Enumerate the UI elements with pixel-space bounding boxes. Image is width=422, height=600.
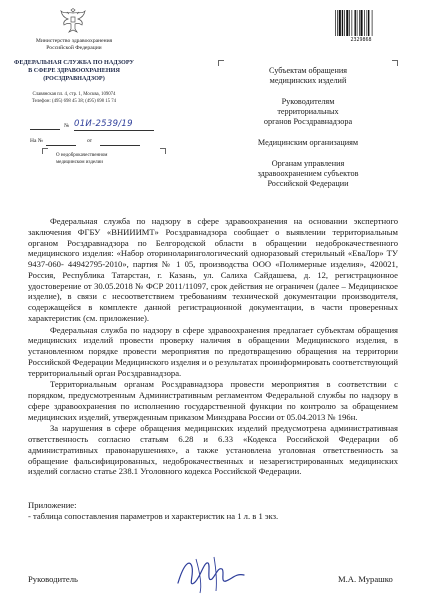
document-number: 01И-2539/19 [74, 119, 133, 129]
body-paragraph: Федеральная служба по надзору в сфере здравоохранения на основании экспертного заключения ФГБУ «ВНИИИМТ» Росздравнадзора сообщает о выявлении территориальным органом Росздравнадзора по Белгородской области в обращении недоброкачественного медицинского изделия: «Набор оториноларингологический одноразовый стерильный «ЕваЛор» ТУ 9437-060- 44942795-2010», партия № 1 05, производства ООО «Полимерные изделия», 420021, Россия, Республика Татарстан, г. Казань, ул. Салиха Сайдашева, д. 12, регистрационное удостоверение от 30.05.2018 № ФСР 2011/11097, срок действия не ограничен (далее – Медицинское изделие), в связи с несоответствием требованиям технической документации производителя, содержащейся в комплекте данной регистрационной документации, в части проверенных характеристик (см. приложение). [28, 216, 398, 323]
recipients-corner-right [392, 60, 398, 66]
document-number-line [30, 120, 180, 134]
ministry-name [8, 38, 140, 52]
subject-line-1: О недоброкачественном [56, 153, 108, 158]
signatory-name: М.А. Мурашко [338, 574, 393, 584]
service-line-2: В СФЕРЕ ЗДРАВООХРАНЕНИЯ [28, 67, 120, 74]
recipient-group [228, 138, 388, 148]
reference-from-label: от [87, 138, 93, 144]
subject-line-2: медицинском изделии [56, 159, 103, 165]
reference-label: На № [30, 138, 44, 144]
recipient-line: здравоохранением субъектов [257, 169, 359, 178]
service-line-3: (РОСЗДРАВНАДЗОР) [43, 75, 105, 82]
letter-body [28, 216, 398, 478]
body-paragraph: Территориальным органам Росздравнадзора провести мероприятия в соответствии с порядком, предусмотренным Административным регламентом Федеральной службы по надзору в сфере здравоохранения по исполнению государственной функции по контролю за обращением медицинских изделий, утвержденным приказом Минздрава России от 05.04.2013 № 196н. [28, 379, 398, 422]
ministry-line-1: Министерство здравоохранения [35, 38, 113, 44]
attachment-item: - таблица сопоставления параметров и характеристик на 1 л. в 1 экз. [28, 511, 279, 521]
recipient-line: медицинских изделий [269, 76, 347, 85]
recipient-line: органов Росздравнадзора [263, 117, 353, 126]
number-underline [74, 130, 154, 131]
body-paragraph: За нарушения в сфере обращения медицинских изделий предусмотрена административная ответственность согласно статьям 6.28 и 6.33 «Кодекса Российской Федерации об административных правонарушениях», а также установлена уголовная ответственность за обращение фальсифицированных, недоброкачественных и незарегистрированных медицинских изделий согласно статье 238.1 Уголовного кодекса Российской Федерации. [28, 423, 398, 477]
body-paragraph: Федеральная служба по надзору в сфере здравоохранения предлагает субъектам обращения медицинских изделий провести проверку наличия в обращении Медицинского изделия, в установленном порядке провести мероприятия по предотвращению обращения на территории Российской Федерации Медицинского изделия и о результатах проинформировать соответствующий территориальный орган Росздравнадзора. [28, 324, 398, 378]
ministry-line-2: Российской Федерации [46, 45, 102, 51]
service-line-1: ФЕДЕРАЛЬНАЯ СЛУЖБА ПО НАДЗОРУ [14, 59, 134, 66]
recipient-line: территориальных [277, 107, 339, 116]
subject-corner-left [42, 148, 48, 154]
number-label: № [64, 123, 70, 129]
phone-line: Телефон: (495) 698 45 38; (495) 698 15 74 [31, 98, 117, 104]
date-blank [30, 129, 60, 130]
recipient-line: Органам управления [271, 159, 345, 168]
recipient-group [228, 97, 388, 127]
recipient-group [228, 66, 388, 86]
address-block [8, 92, 140, 105]
attachment-block [28, 500, 398, 522]
recipient-line: Руководителям [281, 97, 335, 106]
reference-date-blank [100, 145, 140, 146]
barcode-icon [334, 10, 388, 36]
emblem-icon [58, 8, 88, 34]
address-line: Славянская пл. 4, стр. 1, Москва, 109074 [32, 92, 116, 97]
recipient-line: Субъектам обращения [269, 66, 347, 75]
signature-icon [170, 553, 250, 595]
service-name [8, 59, 140, 83]
recipient-group [228, 159, 388, 189]
subject [56, 153, 166, 166]
recipients-block [228, 66, 388, 200]
barcode-number: 2329868 [350, 37, 372, 43]
attachment-label: Приложение: [28, 500, 77, 510]
recipient-line: Медицинским организациям [257, 138, 359, 147]
signatory-title: Руководитель [28, 574, 78, 584]
recipient-line: Российской Федерации [267, 179, 349, 188]
reference-blank [46, 145, 76, 146]
reference-line [30, 138, 180, 144]
recipients-corner-left [218, 60, 224, 66]
